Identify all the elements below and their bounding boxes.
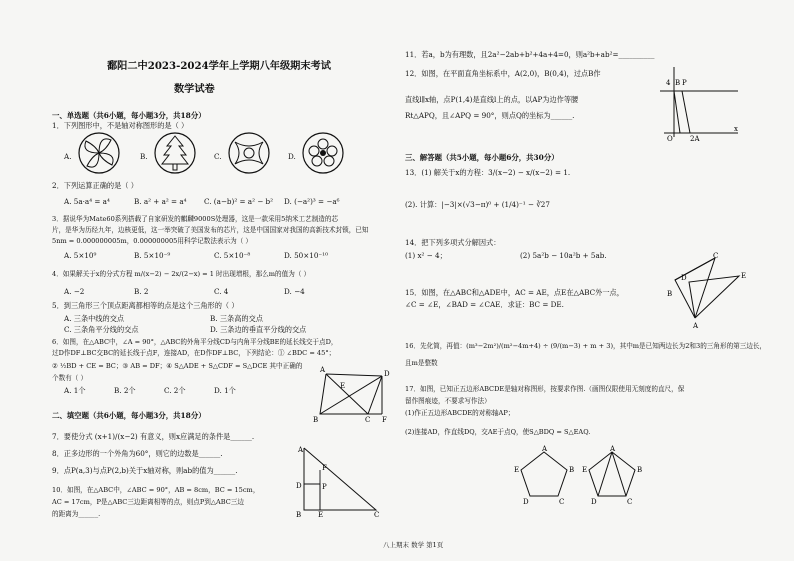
q4-opt-c: C. 4 <box>214 287 229 296</box>
q6-label-a: A <box>320 366 326 374</box>
q14-part2: (2) 5a²b − 10a²b + 5ab. <box>520 251 607 260</box>
q13-part1: 13．(1) 解关于x的方程：3/(x−2) − x/(x−2) = 1. <box>405 168 571 177</box>
q5-opt-b: B. 三条高的交点 <box>210 314 263 323</box>
q12-label-2a: 2A <box>690 135 700 143</box>
q2-opt-b: B. a² + a² = a⁴ <box>134 197 187 206</box>
q16-line1: 16．先化简，再值：(m³−2m²)/(m²−4m+4) ÷ (9/(m−3) + m + 3)，其中m是已知两边长为2和3的三角形的第三边长， <box>405 342 767 350</box>
q17-line1: 17．如图，已知正五边形ABCDE是轴对称图形，按要求作图.（画图仅限使用无刻度的直尺，保 <box>405 385 685 393</box>
q12-figure <box>660 63 740 143</box>
q3-line3: 5nm = 0.000000005m，0.000000005用科学记数法表示为（ ） <box>52 237 252 245</box>
q12-label-4: 4 <box>666 79 671 87</box>
q10-line2: AC = 17cm，P是△ABC三边距离相等的点，则点P到△ABC三边 <box>52 498 244 506</box>
q3-opt-c: C. 5×10⁻⁸ <box>214 251 251 260</box>
q11-text: 11．若a，b为有理数，且2a²−2ab+b²+4a+4=0，则a²b+ab²=__________ <box>405 50 655 59</box>
q17a-label-a: A <box>542 445 548 453</box>
q10-label-b: B <box>296 511 302 518</box>
q12-label-b: B <box>675 79 681 87</box>
q10-label-e: E <box>318 511 324 518</box>
q15-line2: ∠C = ∠E，∠BAD = ∠CAE．求证：BC = DE. <box>405 300 564 309</box>
q3-line1: 3．据说华为Mate60系列搭载了自家研发的麒麟9000S处理器，这是一款采用5纳米工艺制造的芯 <box>52 215 339 223</box>
q10-line1: 10．如图，在△ABC中，∠ABC = 90°，AB = 8cm，BC = 15cm， <box>52 486 260 494</box>
q15-label-d: D <box>681 274 687 282</box>
q6-line2: 过D作DF⊥BC交BC的延长线于点F，连接AD，在D作DF⊥BC，下列结论：① ∠BDC = 45°； <box>52 349 336 357</box>
q3-opt-d: D. 50×10⁻¹⁰ <box>284 251 328 260</box>
q6-line3: ② ½BD + CE = BC；③ AB = DF；④ S△ADE + S△CDF = S△DCE 其中正确的 <box>52 362 303 370</box>
q6-label-d: D <box>384 370 390 378</box>
q2-opt-d: D. (−a²)³ = −a⁶ <box>284 197 340 206</box>
q6-figure <box>310 362 390 424</box>
section3-heading: 三、解答题（共5小题，每小题6分，共30分） <box>405 153 559 162</box>
q15-label-e: E <box>741 272 747 280</box>
q10-label-p: P <box>322 483 327 491</box>
q13-part2: (2). 计算：|−3|×(√3−π)⁰ + (1/4)⁻¹ − ∛27 <box>405 200 550 209</box>
q1-figure-a <box>76 130 122 176</box>
q15-label-a: A <box>693 322 699 330</box>
q3-opt-a: A. 5×10⁹ <box>64 251 97 260</box>
q1-figure-b <box>152 130 198 176</box>
q1-text: 1．下列图形中，不是轴对称图形的是（ ） <box>52 121 189 130</box>
q5-opt-d: D. 三条边的垂直平分线的交点 <box>210 325 307 334</box>
q17-part2: (2)连接AD，作直线DQ，交AE于点Q，使S△BDQ = S△EAQ. <box>405 428 591 436</box>
q17-figure-1 <box>513 444 575 504</box>
page-footer: 八上期末 数学 第1页 <box>383 541 444 549</box>
q9-text: 9．点P(a,3)与点P(2,b)关于x轴对称，则ab的值为______. <box>52 466 238 475</box>
q10-label-d: D <box>296 482 302 490</box>
q12-label-p: P <box>682 79 687 87</box>
q6-opt-a: A. 1个 <box>64 386 86 395</box>
q1-opt-c: C. <box>214 152 222 161</box>
q17b-label-b: B <box>637 466 643 474</box>
q17a-label-c: C <box>559 498 565 504</box>
q17b-label-e: E <box>582 466 588 474</box>
q12-line1: 12．如图，在平面直角坐标系中，A(2,0)，B(0,4)，过点B作 <box>405 69 601 78</box>
q16-line2: 且m是整数 <box>405 359 438 367</box>
q17a-label-d: D <box>523 498 529 504</box>
q1-figure-d <box>300 130 346 176</box>
q3-line2: 片，是华为历经九年，边核更低，这一举突破了美国发布的芯片，这是中国国家对我国的高新技术封锁，已知 <box>52 226 369 234</box>
exam-subtitle: 数学试卷 <box>174 83 215 95</box>
section1-heading: 一、单选题（共6小题，每小题3分，共18分） <box>52 111 206 120</box>
q17-part1: (1)作正五边形ABCDE的对称轴AP； <box>405 409 515 417</box>
q14-text: 14．把下列多项式分解因式： <box>405 238 501 247</box>
q5-opt-c: C. 三条角平分线的交点 <box>64 325 139 334</box>
q12-line3: Rt△APQ，且∠APQ = 90°，则点Q的坐标为______. <box>405 111 575 120</box>
q1-opt-a: A. <box>64 152 72 161</box>
q10-label-f: F <box>322 464 327 472</box>
q1-opt-b: B. <box>140 152 148 161</box>
q17a-label-b: B <box>569 466 575 474</box>
q4-opt-a: A. −2 <box>64 287 85 296</box>
q1-figure-c <box>226 130 272 176</box>
q17-figure-2 <box>581 444 643 504</box>
q15-label-b: B <box>667 290 673 298</box>
q17b-label-a: A <box>610 445 616 453</box>
q2-text: 2．下列运算正确的是（ ） <box>52 181 138 190</box>
q14-part1: (1) x² − 4； <box>405 251 447 260</box>
exam-title: 鄱阳二中2023-2024学年上学期八年级期末考试 <box>107 60 331 72</box>
section2-heading: 二、填空题（共6小题，每小题3分，共18分） <box>52 411 206 420</box>
q6-opt-c: C. 2个 <box>164 386 186 395</box>
q6-label-c: C <box>365 416 371 424</box>
q6-label-e: E <box>340 382 346 390</box>
q6-opt-b: B. 2个 <box>114 386 136 395</box>
q6-line1: 6．如图，在△ABC中，∠A = 90°，△ABC的外角平分线CD与内角平分线BE的延长线交于点D， <box>52 338 338 346</box>
q2-opt-c: C. (a−b)² = a² − b² <box>204 197 274 206</box>
q1-opt-d: D. <box>288 152 296 161</box>
q6-line4: 个数有（ ） <box>52 374 88 382</box>
q12-label-o: O <box>667 135 673 143</box>
q15-line1: 15．如图，在△ABC和△ADE中，AC = AE，点E在△ABC外一点， <box>405 288 624 297</box>
q17b-label-d: D <box>591 498 597 504</box>
q10-label-a: A <box>298 446 304 454</box>
q4-opt-b: B. 2 <box>134 287 149 296</box>
q5-text: 5．到三角形三个顶点距离都相等的点是这个三角形的（ ） <box>52 301 239 310</box>
q10-figure <box>290 444 384 518</box>
q17-line2: 留作图痕迹，不要求写作法） <box>405 397 491 405</box>
q4-opt-d: D. −4 <box>284 287 305 296</box>
q6-opt-d: D. 1个 <box>214 386 236 395</box>
q4-text: 4．如果解关于x的分式方程 m/(x−2) − 2x/(2−x) = 1 时出现增根，那么m的值为（ ） <box>52 270 311 278</box>
q7-text: 7．要使分式 (x+1)/(x−2) 有意义，则x应满足的条件是______. <box>52 432 255 441</box>
q12-line2: 直线l∥x轴，点P(1,4)是直线l上的点，以AP为边作等腰 <box>405 95 579 104</box>
q15-label-c: C <box>713 252 719 260</box>
q15-figure <box>665 250 757 330</box>
q3-opt-b: B. 5×10⁻⁹ <box>134 251 171 260</box>
q6-label-f: F <box>382 416 387 424</box>
q12-label-x: x <box>734 125 738 133</box>
q10-line3: 的距离为______. <box>52 510 101 518</box>
q17b-label-c: C <box>627 498 633 504</box>
q6-label-b: B <box>313 416 319 424</box>
q8-text: 8．正多边形的一个外角为60°，则它的边数是______. <box>52 449 223 458</box>
q17a-label-e: E <box>514 466 520 474</box>
q2-opt-a: A. 5a·a⁴ = a⁴ <box>64 197 110 206</box>
q5-opt-a: A. 三条中线的交点 <box>64 314 125 323</box>
q10-label-c: C <box>374 511 380 518</box>
